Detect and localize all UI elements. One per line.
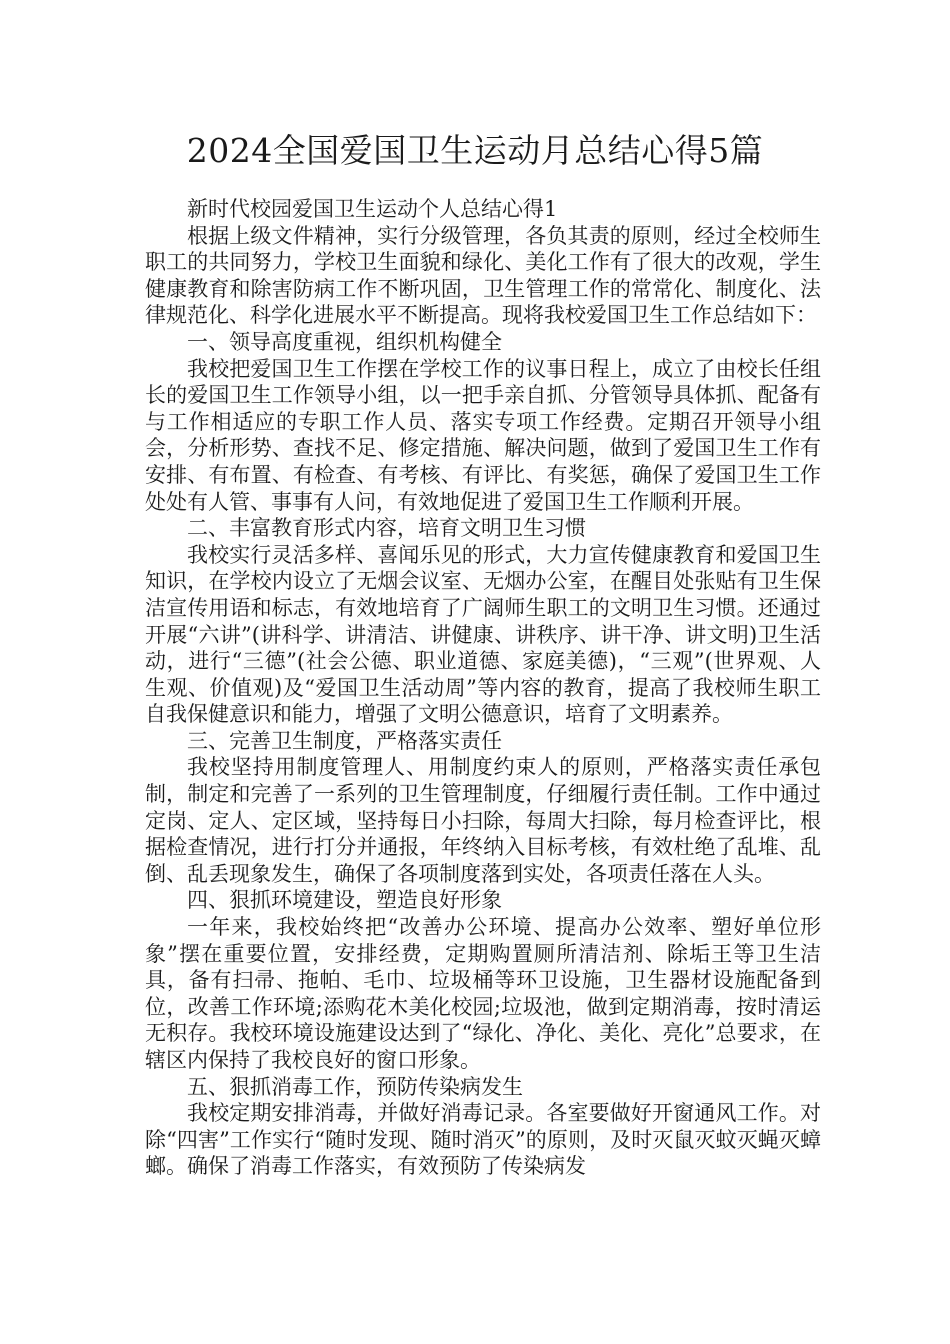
- paragraph-4: 一年来，我校始终把“改善办公环境、提高办公效率、塑好单位形象”摆在重要位置，安排经费，定期购置厕所清洁剂、除垢王等卫生洁具，备有扫帚、拖帕、毛巾、垃圾桶等环卫设施，卫生器材设施配备到位，改善工作环境;添购花木美化校园;垃圾池，做到定期消毒，按时清运无积存。我校环境设施建设达到了“绿化、净化、美化、亮化”总要求，在辖区内保持了我校良好的窗口形象。: [145, 915, 821, 1072]
- section-heading-4: 四、狠抓环境建设，塑造良好形象: [187, 888, 502, 913]
- paragraph-intro: 根据上级文件精神，实行分级管理，各负其责的原则，经过全校师生职工的共同努力，学校卫生面貌和绿化、美化工作有了很大的改观，学生健康教育和除害防病工作不断巩固，卫生管理工作的常常化、制度化、法律规范化、科学化进展水平不断提高。现将我校爱国卫生工作总结如下：: [145, 223, 821, 328]
- paragraph-2: 我校实行灵活多样、喜闻乐见的形式，大力宣传健康教育和爱国卫生知识，在学校内设立了无烟会议室、无烟办公室，在醒目处张贴有卫生保洁宣传用语和标志，有效地培育了广阔师生职工的文明卫生习惯。还通过开展“六讲”(讲科学、讲清洁、讲健康、讲秩序、讲干净、讲文明)卫生活动，进行“三德”(社会公德、职业道德、家庭美德)，“三观”(世界观、人生观、价值观)及“爱国卫生活动周”等内容的教育，提高了我校师生职工自我保健意识和能力，增强了文明公德意识，培育了文明素养。: [145, 542, 821, 727]
- document-body: [145, 196, 821, 1180]
- section-heading-2: 二、丰富教育形式内容，培育文明卫生习惯: [187, 516, 586, 541]
- paragraph-3: 我校坚持用制度管理人、用制度约束人的原则，严格落实责任承包制，制定和完善了一系列的卫生管理制度，仔细履行责任制。工作中通过定岗、定人、定区域，坚持每日小扫除，每周大扫除，每月检查评比，根据检查情况，进行打分并通报，年终纳入目标考核，有效杜绝了乱堆、乱倒、乱丢现象发生，确保了各项制度落到实处，各项责任落在人头。: [145, 755, 821, 886]
- section-heading-1: 一、领导高度重视，组织机构健全: [187, 329, 502, 354]
- section-subtitle: 新时代校园爱国卫生运动个人总结心得1: [187, 197, 558, 221]
- document-title: 2024全国爱国卫生运动月总结心得5篇: [186, 131, 764, 170]
- section-heading-5: 五、狠抓消毒工作，预防传染病发生: [187, 1074, 523, 1099]
- paragraph-1: 我校把爱国卫生工作摆在学校工作的议事日程上，成立了由校长任组长的爱国卫生工作领导小组，以一把手亲自抓、分管领导具体抓、配备有与工作相适应的专职工作人员、落实专项工作经费。定期召开领导小组会，分析形势、查找不足、修定措施、解决问题，做到了爱国卫生工作有安排、有布置、有检查、有考核、有评比、有奖惩，确保了爱国卫生工作处处有人管、事事有人问，有效地促进了爱国卫生工作顺利开展。: [145, 356, 821, 514]
- paragraph-5: 我校定期安排消毒，并做好消毒记录。各室要做好开窗通风工作。对除“四害”工作实行“随时发现、随时消灭”的原则，及时灭鼠灭蚊灭蝇灭蟑螂。确保了消毒工作落实，有效预防了传染病发: [145, 1101, 821, 1179]
- section-heading-3: 三、完善卫生制度，严格落实责任: [187, 728, 502, 753]
